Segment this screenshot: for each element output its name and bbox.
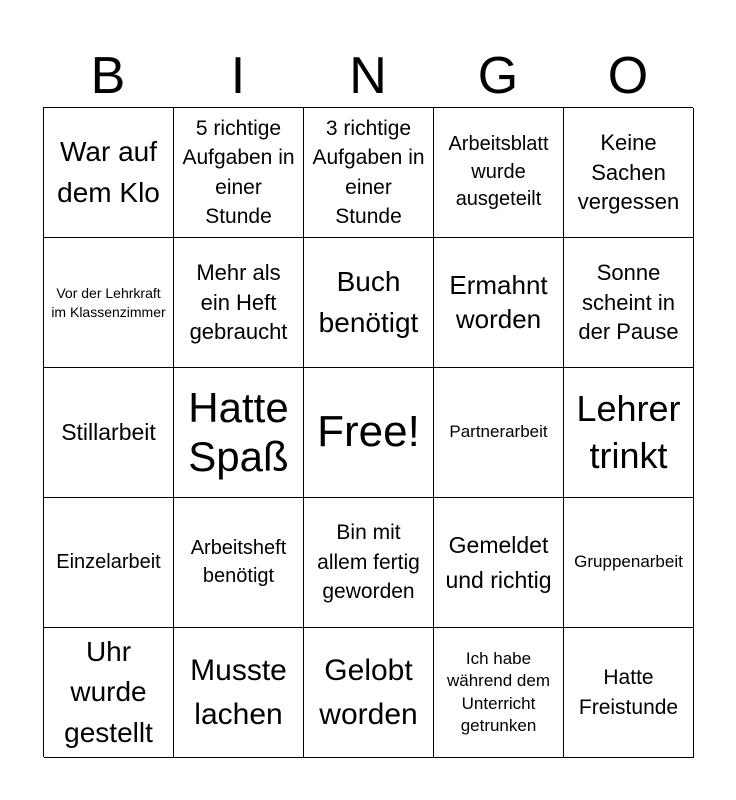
header-letter-b: B	[90, 47, 126, 105]
bingo-cell[interactable]: Einzelarbeit	[44, 498, 174, 628]
bingo-board	[43, 107, 693, 757]
bingo-cell[interactable]: Uhr wurde gestellt	[44, 628, 174, 758]
bingo-cell[interactable]: 5 richtige Aufgaben in einer Stunde	[174, 108, 304, 238]
bingo-cell[interactable]: Buch benötigt	[304, 238, 434, 368]
bingo-cell[interactable]: Vor der Lehrkraft im Klassenzimmer	[44, 238, 174, 368]
header-letter-o: O	[607, 47, 649, 105]
bingo-cell[interactable]: Bin mit allem fertig geworden	[304, 498, 434, 628]
header-letter-g: G	[477, 47, 519, 105]
bingo-cell[interactable]: Gelobt worden	[304, 628, 434, 758]
bingo-cell[interactable]: Partnerarbeit	[434, 368, 564, 498]
bingo-cell[interactable]: Keine Sachen vergessen	[564, 108, 694, 238]
bingo-cell[interactable]: Gruppenarbeit	[564, 498, 694, 628]
bingo-header	[43, 44, 693, 108]
bingo-cell[interactable]: Musste lachen	[174, 628, 304, 758]
bingo-cell[interactable]: Hatte Freistunde	[564, 628, 694, 758]
bingo-cell[interactable]: Arbeitsblatt wurde ausgeteilt	[434, 108, 564, 238]
bingo-cell[interactable]: War auf dem Klo	[44, 108, 174, 238]
header-letter-n: N	[349, 47, 387, 105]
bingo-cell[interactable]: Stillarbeit	[44, 368, 174, 498]
header-letter-i: I	[230, 47, 246, 105]
bingo-cell[interactable]: Sonne scheint in der Pause	[564, 238, 694, 368]
bingo-cell[interactable]: Arbeitsheft benötigt	[174, 498, 304, 628]
bingo-cell[interactable]: Ich habe während dem Unterricht getrunken	[434, 628, 564, 758]
bingo-cell[interactable]: Lehrer trinkt	[564, 368, 694, 498]
bingo-cell[interactable]: Gemeldet und richtig	[434, 498, 564, 628]
bingo-cell[interactable]: Hatte Spaß	[174, 368, 304, 498]
bingo-cell[interactable]: 3 richtige Aufgaben in einer Stunde	[304, 108, 434, 238]
bingo-cell[interactable]: Ermahnt worden	[434, 238, 564, 368]
free-space-cell[interactable]: Free!	[304, 368, 434, 498]
bingo-cell[interactable]: Mehr als ein Heft gebraucht	[174, 238, 304, 368]
